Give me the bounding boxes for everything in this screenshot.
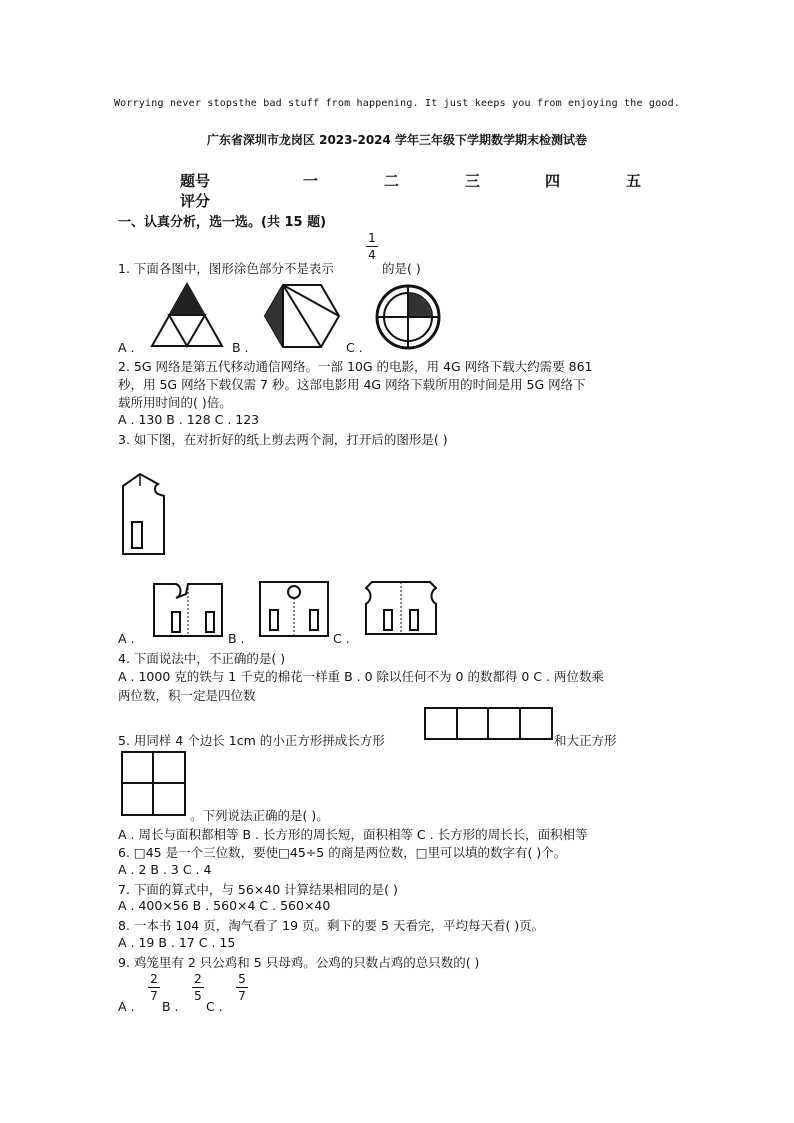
question-6-options: A . 2 B . 3 C . 4 xyxy=(118,862,212,877)
fraction-numerator: 1 xyxy=(368,231,376,245)
score-header-3: 三 xyxy=(465,172,481,190)
unfolded-shape-c xyxy=(364,578,438,636)
q9-option-b-fraction xyxy=(192,972,204,1003)
question-8-options: A . 19 B . 17 C . 15 xyxy=(118,935,236,950)
q1-option-a-label: A . xyxy=(118,340,135,355)
question-2-line-1: 2. 5G 网络是第五代移动通信网络。一部 10G 的电影，用 4G 网络下载大约需要 861 xyxy=(118,359,593,374)
unfolded-shape-a xyxy=(152,580,224,638)
fraction-denominator: 4 xyxy=(368,248,376,262)
question-4-options-line-1: A . 1000 克的铁与 1 千克的棉花一样重 B . 0 除以任何不为 0 的数都得 0 C . 两位数乘 xyxy=(118,669,604,684)
fraction-denominator: 7 xyxy=(238,989,246,1003)
q9-option-a-label: A . xyxy=(118,999,135,1014)
q9-option-b-label: B . xyxy=(162,999,179,1014)
question-2-options: A . 130 B . 128 C . 123 xyxy=(118,412,260,427)
question-6-text: 6. □45 是一个三位数，要使□45÷5 的商是两位数，□里可以填的数字有( )个。 xyxy=(118,845,567,860)
score-header-5: 五 xyxy=(626,172,642,190)
circle-figure xyxy=(375,284,441,350)
fraction-denominator: 7 xyxy=(150,989,158,1003)
question-5-options: A . 周长与面积都相等 B . 长方形的周长短，面积相等 C . 长方形的周长长，面积相等 xyxy=(118,827,588,842)
section-heading: 一、认真分析，选一选。(共 15 题) xyxy=(118,215,327,230)
question-5-mid: 和大正方形 xyxy=(554,733,617,748)
unfolded-shape-b xyxy=(258,580,330,638)
score-row-label: 评分 xyxy=(180,192,211,210)
q3-option-b-label: B . xyxy=(228,631,245,646)
question-5-prefix: 5. 用同样 4 个边长 1cm 的小正方形拼成长方形 xyxy=(118,733,385,748)
question-1-fraction xyxy=(366,231,378,262)
q3-option-a-label: A . xyxy=(118,631,135,646)
question-1-prefix: 1. 下面各图中，图形涂色部分不是表示 xyxy=(118,261,334,276)
score-header-4: 四 xyxy=(545,172,561,190)
score-header-2: 二 xyxy=(384,172,400,190)
q9-option-c-fraction xyxy=(236,972,248,1003)
question-5-suffix: 。下列说法正确的是( )。 xyxy=(190,808,329,823)
triangle-figure xyxy=(150,282,226,348)
question-1-suffix: 的是( ) xyxy=(382,261,421,276)
score-header-label: 题号 xyxy=(180,172,211,190)
question-4-options-line-2: 两位数，积一定是四位数 xyxy=(118,688,256,703)
question-2-line-3: 载所用时间的( )倍。 xyxy=(118,395,232,410)
question-4-text: 4. 下面说法中，不正确的是( ) xyxy=(118,651,286,666)
fraction-numerator: 2 xyxy=(150,972,158,986)
question-7-text: 7. 下面的算式中，与 56×40 计算结果相同的是( ) xyxy=(118,882,398,897)
q1-option-c-label: C . xyxy=(346,340,363,355)
question-7-options: A . 400×56 B . 560×4 C . 560×40 xyxy=(118,898,331,913)
fraction-numerator: 2 xyxy=(194,972,202,986)
folded-paper-figure xyxy=(120,470,174,558)
exam-title: 广东省深圳市龙岗区 2023-2024 学年三年级下学期数学期末检测试卷 xyxy=(206,133,588,147)
big-square-of-four xyxy=(121,751,187,817)
score-header-1: 一 xyxy=(303,172,319,190)
q9-option-a-fraction xyxy=(148,972,160,1003)
rectangle-of-four-squares xyxy=(424,707,554,741)
hexagon-figure xyxy=(263,283,341,349)
q9-option-c-label: C . xyxy=(206,999,223,1014)
question-3-text: 3. 如下图，在对折好的纸上剪去两个洞，打开后的图形是( ) xyxy=(118,432,448,447)
question-2-line-2: 秒，用 5G 网络下载仅需 7 秒。这部电影用 4G 网络下载所用的时间是用 5G 网络下 xyxy=(118,377,586,392)
question-8-text: 8. 一本书 104 页，淘气看了 19 页。剩下的要 5 天看完，平均每天看( )页。 xyxy=(118,918,545,933)
question-9-text: 9. 鸡笼里有 2 只公鸡和 5 只母鸡。公鸡的只数占鸡的总只数的( ) xyxy=(118,955,480,970)
motto-line: Worrying never stopsthe bad stuff from happening. It just keeps you from enjoying the good. xyxy=(113,98,681,109)
q3-option-c-label: C . xyxy=(333,631,350,646)
fraction-numerator: 5 xyxy=(238,972,246,986)
fraction-denominator: 5 xyxy=(194,989,202,1003)
q1-option-b-label: B . xyxy=(232,340,249,355)
